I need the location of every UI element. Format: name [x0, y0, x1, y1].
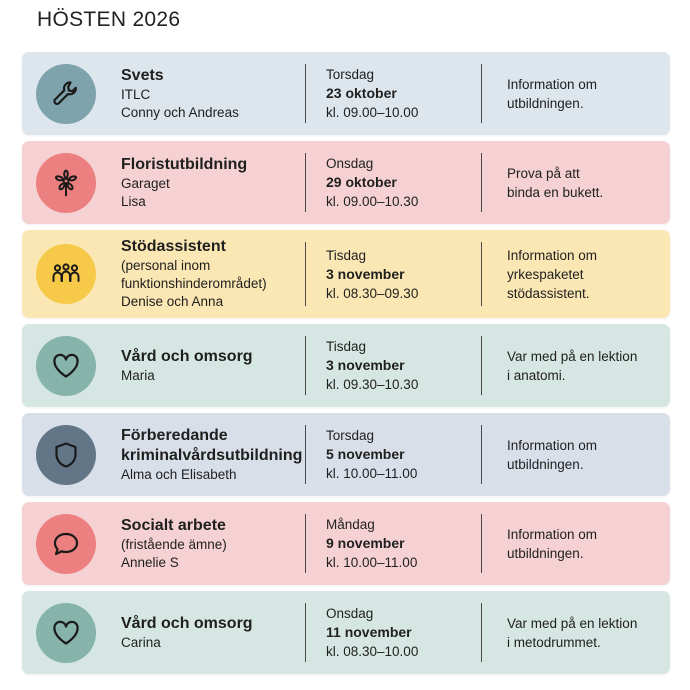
column-divider: [481, 603, 482, 662]
event-info-line: stödassistent.: [507, 285, 590, 301]
shield-icon: [36, 425, 96, 485]
event-info-line: Var med på en lektion: [507, 615, 638, 631]
event-date: 9 november: [326, 535, 405, 551]
event-day: Torsdag: [326, 428, 375, 443]
event-date: 5 november: [326, 446, 405, 462]
event-title: Vård och omsorg: [121, 614, 253, 632]
event-card-floristutbildning: [22, 141, 670, 224]
event-info-line: utbildningen.: [507, 95, 584, 111]
event-info-line: i metodrummet.: [507, 634, 601, 650]
event-info-line: Information om: [507, 437, 598, 453]
event-day: Måndag: [326, 517, 375, 532]
column-divider: [481, 64, 482, 123]
heart-icon: [36, 603, 96, 663]
event-info: [507, 413, 657, 496]
event-info: [507, 230, 657, 318]
event-day: Torsdag: [326, 67, 375, 82]
event-info-line: Var med på en lektion: [507, 348, 638, 364]
event-title: Stödassistent: [121, 238, 226, 255]
event-title-line2: kriminalvårdsutbildning: [121, 446, 303, 464]
event-time: kl. 10.00–11.00: [326, 555, 418, 570]
heart-icon: [36, 336, 96, 396]
event-location: Garaget: [121, 175, 170, 191]
event-list: [22, 52, 670, 680]
event-hosts: Denise och Anna: [121, 294, 224, 309]
event-card-svets: [22, 52, 670, 135]
column-divider: [305, 64, 306, 123]
column-divider: [481, 336, 482, 395]
event-date: 23 oktober: [326, 85, 397, 101]
event-description: funktionshinderområdet): [121, 276, 267, 291]
flower-icon: [36, 153, 96, 213]
column-divider: [481, 242, 482, 306]
event-hosts: Lisa: [121, 193, 146, 209]
event-hosts: Alma och Elisabeth: [121, 466, 237, 482]
event-card-kriminalvardsutbildning: [22, 413, 670, 496]
event-hosts: Carina: [121, 634, 161, 650]
event-title: Vård och omsorg: [121, 347, 253, 365]
event-info-line: Prova på att: [507, 165, 580, 181]
event-card-stodassistent: [22, 230, 670, 318]
page-title: HÖSTEN 2026: [37, 8, 181, 31]
event-info-line: utbildningen.: [507, 456, 584, 472]
event-title: Svets: [121, 66, 164, 84]
event-title: Floristutbildning: [121, 155, 248, 173]
event-hosts: Conny och Andreas: [121, 104, 239, 120]
event-description: (fristående ämne): [121, 536, 227, 552]
event-info: [507, 502, 657, 585]
column-divider: [305, 336, 306, 395]
event-time: kl. 10.00–11.00: [326, 466, 418, 481]
event-day: Tisdag: [326, 339, 367, 354]
column-divider: [481, 514, 482, 573]
event-hosts: Annelie S: [121, 554, 179, 570]
event-info-line: yrkespaketet: [507, 266, 584, 282]
column-divider: [305, 153, 306, 212]
column-divider: [305, 425, 306, 484]
column-divider: [305, 242, 306, 306]
event-date: 11 november: [326, 624, 412, 640]
event-time: kl. 08.30–09.30: [326, 285, 419, 301]
event-info-line: i anatomi.: [507, 367, 566, 383]
event-date: 3 november: [326, 357, 405, 373]
people-group-icon: [36, 244, 96, 304]
event-time: kl. 08.30–10.00: [326, 644, 419, 659]
event-card-vard-och-omsorg: [22, 324, 670, 407]
event-info: [507, 591, 657, 674]
event-info: [507, 324, 657, 407]
event-title: Förberedande: [121, 426, 228, 444]
event-date: 3 november: [326, 265, 405, 282]
column-divider: [481, 425, 482, 484]
event-card-socialt-arbete: [22, 502, 670, 585]
event-info-line: utbildningen.: [507, 545, 584, 561]
event-time: kl. 09.00–10.30: [326, 194, 419, 209]
column-divider: [305, 514, 306, 573]
event-day: Tisdag: [326, 247, 367, 263]
event-location: ITLC: [121, 86, 151, 102]
event-info-line: Information om: [507, 247, 598, 263]
event-info-line: Information om: [507, 526, 598, 542]
event-description: (personal inom: [121, 258, 211, 273]
event-title: Socialt arbete: [121, 516, 226, 534]
event-info: [507, 141, 657, 224]
event-hosts: Maria: [121, 367, 155, 383]
event-card-vard-och-omsorg: [22, 591, 670, 674]
column-divider: [481, 153, 482, 212]
wrench-icon: [36, 64, 96, 124]
event-info-line: Information om: [507, 76, 598, 92]
event-info: [507, 52, 657, 135]
event-date: 29 oktober: [326, 174, 397, 190]
event-info-line: binda en bukett.: [507, 184, 604, 200]
event-time: kl. 09.00–10.00: [326, 105, 419, 120]
event-time: kl. 09.30–10.30: [326, 377, 419, 392]
speech-bubble-icon: [36, 514, 96, 574]
event-day: Onsdag: [326, 156, 374, 171]
column-divider: [305, 603, 306, 662]
event-day: Onsdag: [326, 606, 374, 621]
